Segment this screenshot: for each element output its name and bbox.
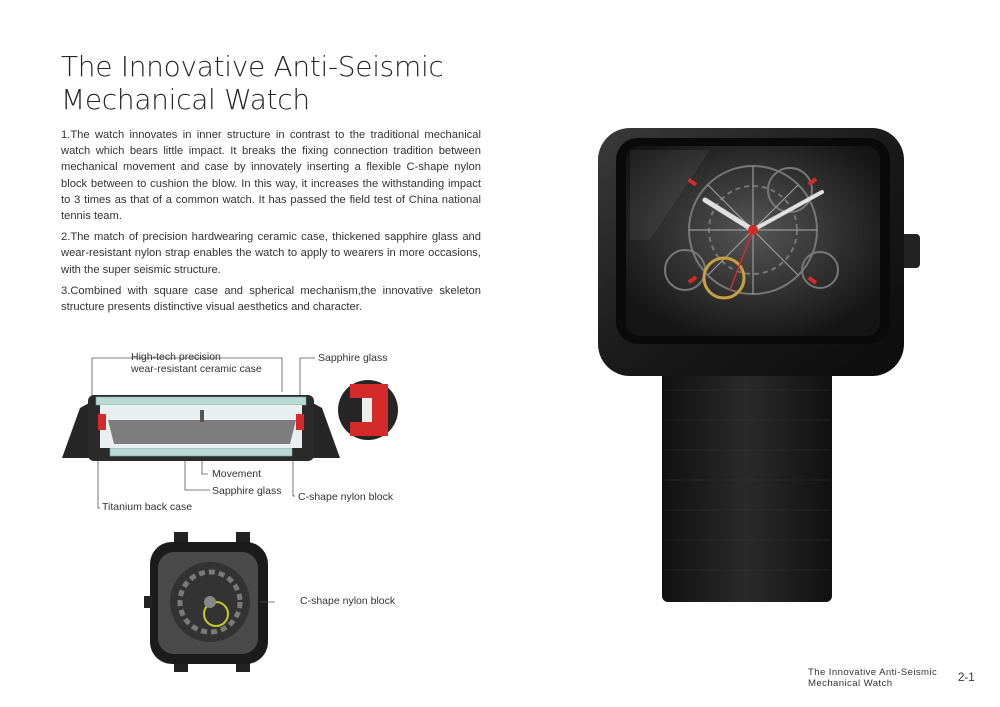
paragraph-2: 2.The match of precision hardwearing ceramic case, thickened sapphire glass and wear-resistant nylon strap enables the watch to apply to wearers in more occasions, with the super seismic structure. bbox=[61, 231, 481, 276]
label-nylon-block: C-shape nylon block bbox=[298, 491, 394, 503]
footer-title-line-1: The Innovative Anti-Seismic bbox=[808, 667, 938, 678]
watch-illustration bbox=[590, 120, 920, 610]
watch-product-image bbox=[590, 120, 920, 615]
description bbox=[61, 127, 481, 320]
footer-title bbox=[808, 667, 937, 689]
watch-back-illustration bbox=[140, 530, 275, 675]
label-movement: Movement bbox=[212, 468, 262, 480]
back-view bbox=[140, 530, 396, 680]
label-back-nylon-block: C-shape nylon block bbox=[300, 595, 396, 607]
label-ceramic-case-line-2: wear-resistant ceramic case bbox=[131, 363, 262, 375]
label-ceramic-case-line-1: High-tech precision bbox=[131, 351, 221, 363]
label-titanium-back-case: Titanium back case bbox=[102, 501, 193, 513]
paragraph-1: 1.The watch innovates in inner structure in contrast to the traditional mechanical watch which bears little impact. It breaks the fixing connection tradition between mechanical movement and case by innovately inserting a flexible C-shape nylon block between to cushion the blow. In this way, it increases the withstanding impact to 3 times as that of a common watch. It has passed the field test of China national tennis team. bbox=[61, 129, 481, 223]
label-sapphire-top: Sapphire glass bbox=[318, 352, 388, 364]
label-ceramic-case bbox=[131, 351, 262, 375]
footer-title-line-2: Mechanical Watch bbox=[808, 678, 893, 689]
title-line-1: The Innovative Anti-Seismic bbox=[61, 50, 444, 83]
page-number: 2-1 bbox=[958, 672, 975, 684]
paragraph-3: 3.Combined with square case and spherical mechanism,the innovative skeleton structure presents distinctive visual aesthetics and character. bbox=[61, 284, 481, 314]
cross-section-diagram bbox=[50, 340, 410, 525]
label-sapphire-bottom: Sapphire glass bbox=[212, 485, 282, 497]
title-line-2: Mechanical Watch bbox=[61, 83, 310, 116]
page-title bbox=[61, 50, 541, 116]
